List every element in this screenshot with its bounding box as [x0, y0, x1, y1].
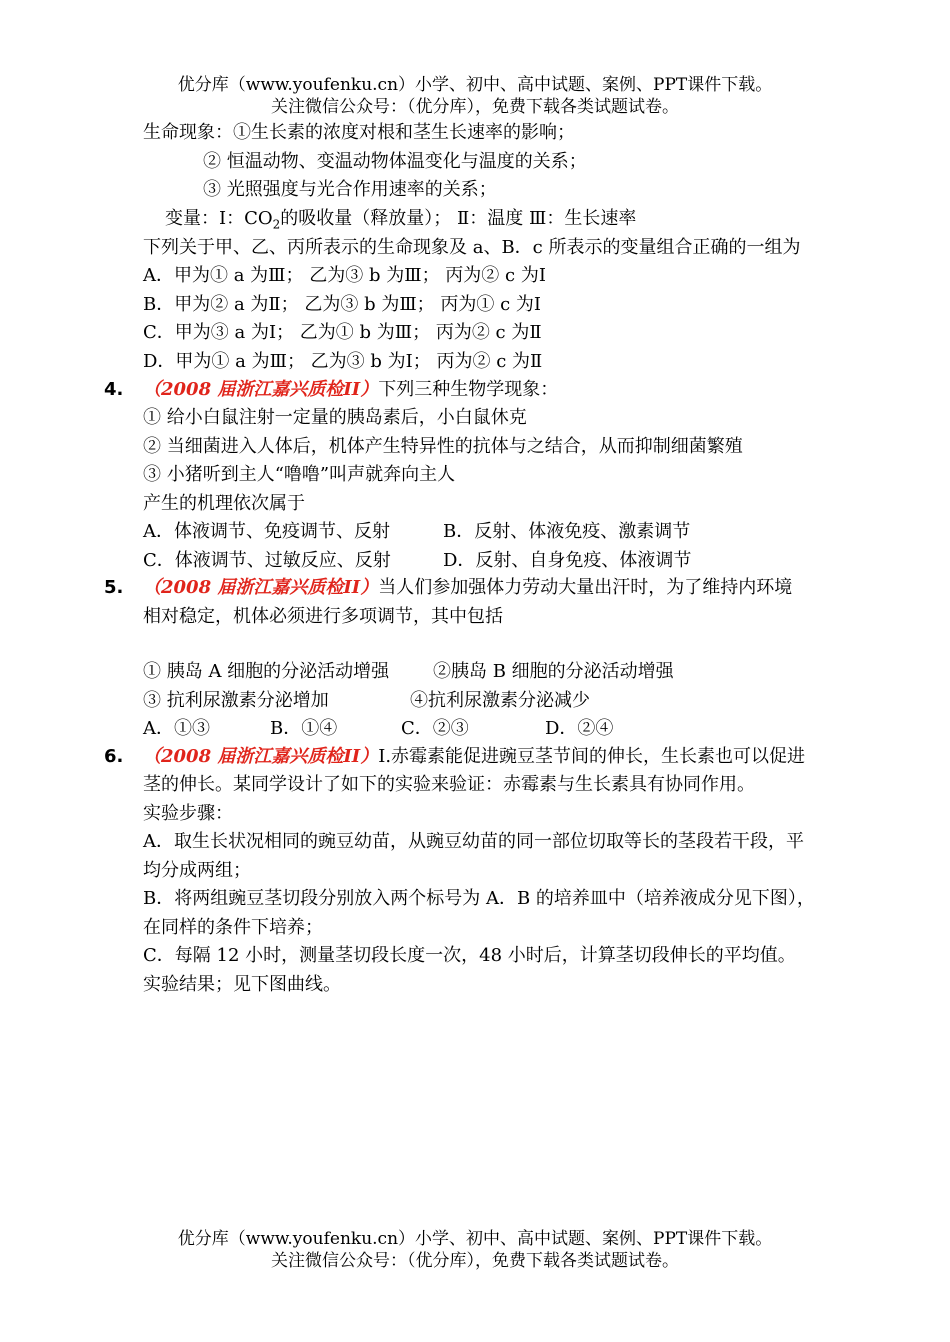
- q3-variables-prefix: 变量：Ⅰ：CO: [165, 208, 273, 229]
- q4-item-1: ① 给小白鼠注射一定量的胰岛素后，小白鼠休克: [143, 407, 527, 428]
- q5-item-4: ④抗利尿激素分泌减少: [410, 690, 590, 711]
- q3-phenomena-1: 生命现象：①生长素的浓度对根和茎生长速率的影响；: [143, 122, 575, 143]
- q5-stem-line: [143, 576, 792, 600]
- q5-option-b: B．①④: [270, 718, 338, 739]
- q4-item-3: ③ 小猪听到主人“噜噜”叫声就奔向主人: [143, 464, 456, 485]
- q6-result: 实验结果；见下图曲线。: [143, 974, 341, 995]
- q6-source: （2008 届浙江嘉兴质检II）: [143, 746, 379, 767]
- q3-phenomena-2: ② 恒温动物、变温动物体温变化与温度的关系；: [203, 151, 587, 172]
- q3-variables-rest: 的吸收量（释放量）； Ⅱ：温度 Ⅲ：生长速率: [280, 208, 637, 229]
- header-line-1: 优分库（www.youfenku.cn）小学、初中、高中试题、案例、PPT课件下载。: [177, 75, 773, 95]
- q6-steps-title: 实验步骤：: [143, 803, 233, 824]
- q5-number: 5.: [104, 577, 124, 598]
- q5-source: （2008 届浙江嘉兴质检II）: [143, 577, 379, 598]
- footer-line-1: 优分库（www.youfenku.cn）小学、初中、高中试题、案例、PPT课件下载。: [177, 1229, 773, 1249]
- q3-variables-sub: 2: [272, 217, 281, 232]
- q3-option-d: D．甲为① a 为Ⅲ； 乙为③ b 为Ⅰ； 丙为② c 为Ⅱ: [143, 351, 543, 372]
- q6-step-b-1: B．将两组豌豆茎切段分别放入两个标号为 A．B 的培养皿中（培养液成分见下图），: [143, 888, 815, 909]
- q4-number: 4.: [104, 379, 124, 400]
- q6-step-b-2: 在同样的条件下培养；: [143, 917, 323, 938]
- q4-option-a: A．体液调节、免疫调节、反射: [143, 521, 390, 542]
- q5-option-d: D．②④: [545, 718, 614, 739]
- q4-stem: 下列三种生物学现象：: [378, 379, 559, 400]
- q4-source: （2008 届浙江嘉兴质检II）: [143, 379, 379, 400]
- q3-phenomena-3: ③ 光照强度与光合作用速率的关系；: [203, 179, 497, 200]
- q4-option-b: B．反射、体液免疫、激素调节: [443, 521, 691, 542]
- q5-item-1: ① 胰岛 A 细胞的分泌活动增强: [143, 661, 390, 682]
- q3-question: 下列关于甲、乙、丙所表示的生命现象及 a、B．c 所表示的变量组合正确的一组为: [143, 237, 801, 258]
- q3-option-c: C．甲为③ a 为Ⅰ； 乙为① b 为Ⅲ； 丙为② c 为Ⅱ: [143, 322, 542, 343]
- q6-number: 6.: [104, 746, 124, 767]
- q5-option-c: C．②③: [401, 718, 469, 739]
- q6-step-a-2: 均分成两组；: [143, 860, 251, 881]
- q4-item-2: ② 当细菌进入人体后，机体产生特异性的抗体与之结合，从而抑制细菌繁殖: [143, 436, 743, 457]
- q6-step-c: C．每隔 12 小时，测量茎切段长度一次，48 小时后，计算茎切段伸长的平均值。: [143, 945, 796, 966]
- q6-step-a-1: A．取生长状况相同的豌豆幼苗，从豌豆幼苗的同一部位切取等长的茎段若干段，平: [143, 831, 804, 852]
- q5-item-3: ③ 抗利尿激素分泌增加: [143, 690, 329, 711]
- q4-option-c: C．体液调节、过敏反应、反射: [143, 550, 391, 571]
- footer-line-2: 关注微信公众号：（优分库），免费下载各类试题试卷。: [271, 1251, 679, 1271]
- q3-variables: [165, 207, 636, 237]
- q5-stem: 当人们参加强体力劳动大量出汗时，为了维持内环境: [378, 577, 793, 598]
- q6-stem-2: 茎的伸长。某同学设计了如下的实验来验证：赤霉素与生长素具有协同作用。: [143, 774, 755, 795]
- q4-tail: 产生的机理依次属于: [143, 493, 305, 514]
- header-line-2: 关注微信公众号：（优分库），免费下载各类试题试卷。: [271, 97, 679, 117]
- q6-stem: Ⅰ.赤霉素能促进豌豆茎节间的伸长，生长素也可以促进: [378, 746, 806, 767]
- q5-option-a: A．①③: [143, 718, 210, 739]
- q5-stem-2: 相对稳定，机体必须进行多项调节，其中包括: [143, 606, 503, 627]
- q4-option-d: D．反射、自身免疫、体液调节: [443, 550, 692, 571]
- q4-stem-line: [143, 378, 558, 402]
- q3-option-a: A．甲为① a 为Ⅲ； 乙为③ b 为Ⅲ； 丙为② c 为Ⅰ: [143, 265, 546, 286]
- q5-item-2: ②胰岛 B 细胞的分泌活动增强: [433, 661, 674, 682]
- q6-stem-line: [143, 745, 805, 769]
- q3-option-b: B．甲为② a 为Ⅱ； 乙为③ b 为Ⅲ； 丙为① c 为Ⅰ: [143, 294, 542, 315]
